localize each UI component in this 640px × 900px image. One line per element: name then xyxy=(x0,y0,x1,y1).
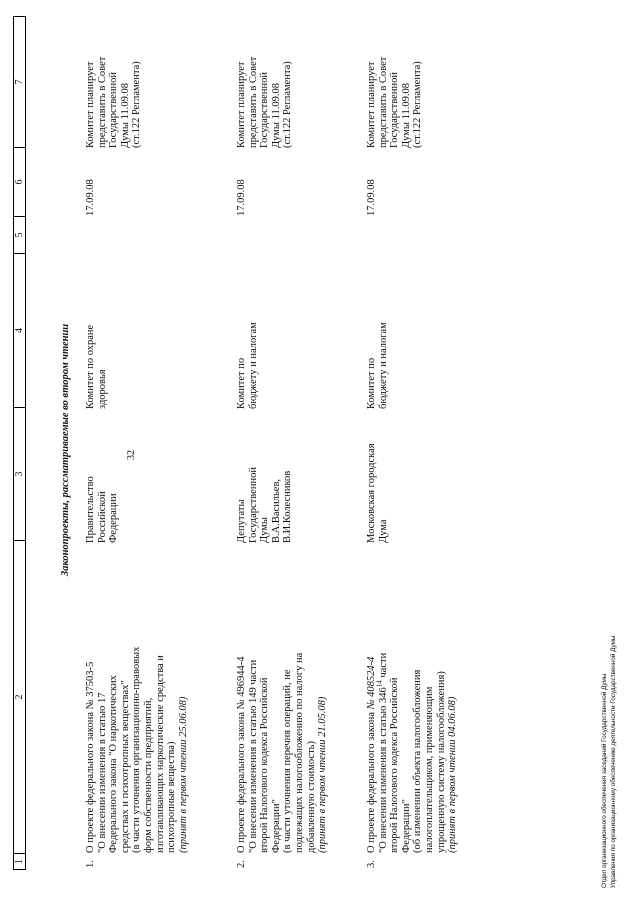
column-header-7: 7 xyxy=(14,17,25,148)
reading-note: (принят в первом чтении 25.06.08) xyxy=(177,696,189,853)
column-header-6: 6 xyxy=(14,148,25,217)
initiator: Московская городская Дума xyxy=(366,443,389,543)
decision: Комитет планирует представить в Совет Государственной Думы 11.09.08 (ст.122 Регламента) xyxy=(236,56,294,148)
bill-description: О проекте федерального закона № 37503-5 "О внесении изменения в статью 17 Федерального закона "О наркотических средствах и психотропных веществах" (в части уточнения организационно-правовых форм собственности предприятий, изготавливающих наркотические средства и психотропные вещества) (принят в первом чтении 25.06.08) xyxy=(85,550,189,853)
column-header-4: 4 xyxy=(14,254,25,408)
committee: Комитет по охране здоровья xyxy=(85,324,108,409)
initiator: Правительство Российской Федерации xyxy=(85,476,120,543)
bill-description: О проекте федерального закона № 496944-4 "О внесении изменения в статью 149 части второй Налогового кодекса Российской Федерации" (в части уточнения перечня операций, не подлежащих налогообложению по налогу на добавленную стоимость) (принят в первом чтении 21.05.08) xyxy=(236,550,329,853)
date: 17.09.08 xyxy=(366,179,377,216)
decision: Комитет планирует представить в Совет Государственной Думы 11.09.08 (ст.122 Регламента) xyxy=(366,56,424,148)
row-number: 1. xyxy=(85,860,96,868)
decision: Комитет планирует представить в Совет Государственной Думы 11.09.08 (ст.122 Регламента) xyxy=(85,56,143,148)
row-number: 3. xyxy=(366,860,377,868)
initiator: Депутаты Государственной Думы В.А.Васильев, В.И.Колесников xyxy=(236,467,294,543)
committee: Комитет по бюджету и налогам xyxy=(366,322,389,409)
page-number: 32 xyxy=(126,450,137,460)
row-number: 2. xyxy=(236,860,247,868)
column-header-3: 3 xyxy=(14,408,25,541)
reading-note: (принят в первом чтении 21.05.08) xyxy=(317,696,329,853)
date: 17.09.08 xyxy=(85,179,96,216)
footer-line-2: Управления по организационному обеспечению деятельности Государственной Думы xyxy=(610,635,617,888)
bill-description: О проекте федерального закона № 408524-4 "О внесении изменения в статью $346^{14}$ части второй Налогового кодекса Российской Федерации" (об изменении объекта налогообложения налогоплательщиком, применяющим упрощенную систему налогообложения) (принят в первом чтении 04.06.08) xyxy=(366,550,459,853)
column-header-2: 2 xyxy=(14,541,25,854)
reading-note: (принят в первом чтении 04.06.08) xyxy=(447,696,459,853)
footer xyxy=(600,636,618,888)
section-title: Законопроекты, рассматриваемые во втором чтении xyxy=(60,323,71,577)
column-header-5: 5 xyxy=(14,217,25,254)
date: 17.09.08 xyxy=(236,179,247,216)
column-header-1: 1 xyxy=(14,859,25,864)
committee: Комитет по бюджету и налогам xyxy=(236,322,259,409)
footer-line-1: Отдел организационного обеспечения заседаний Государственной Думы xyxy=(601,673,608,888)
column-number-header xyxy=(13,16,26,870)
